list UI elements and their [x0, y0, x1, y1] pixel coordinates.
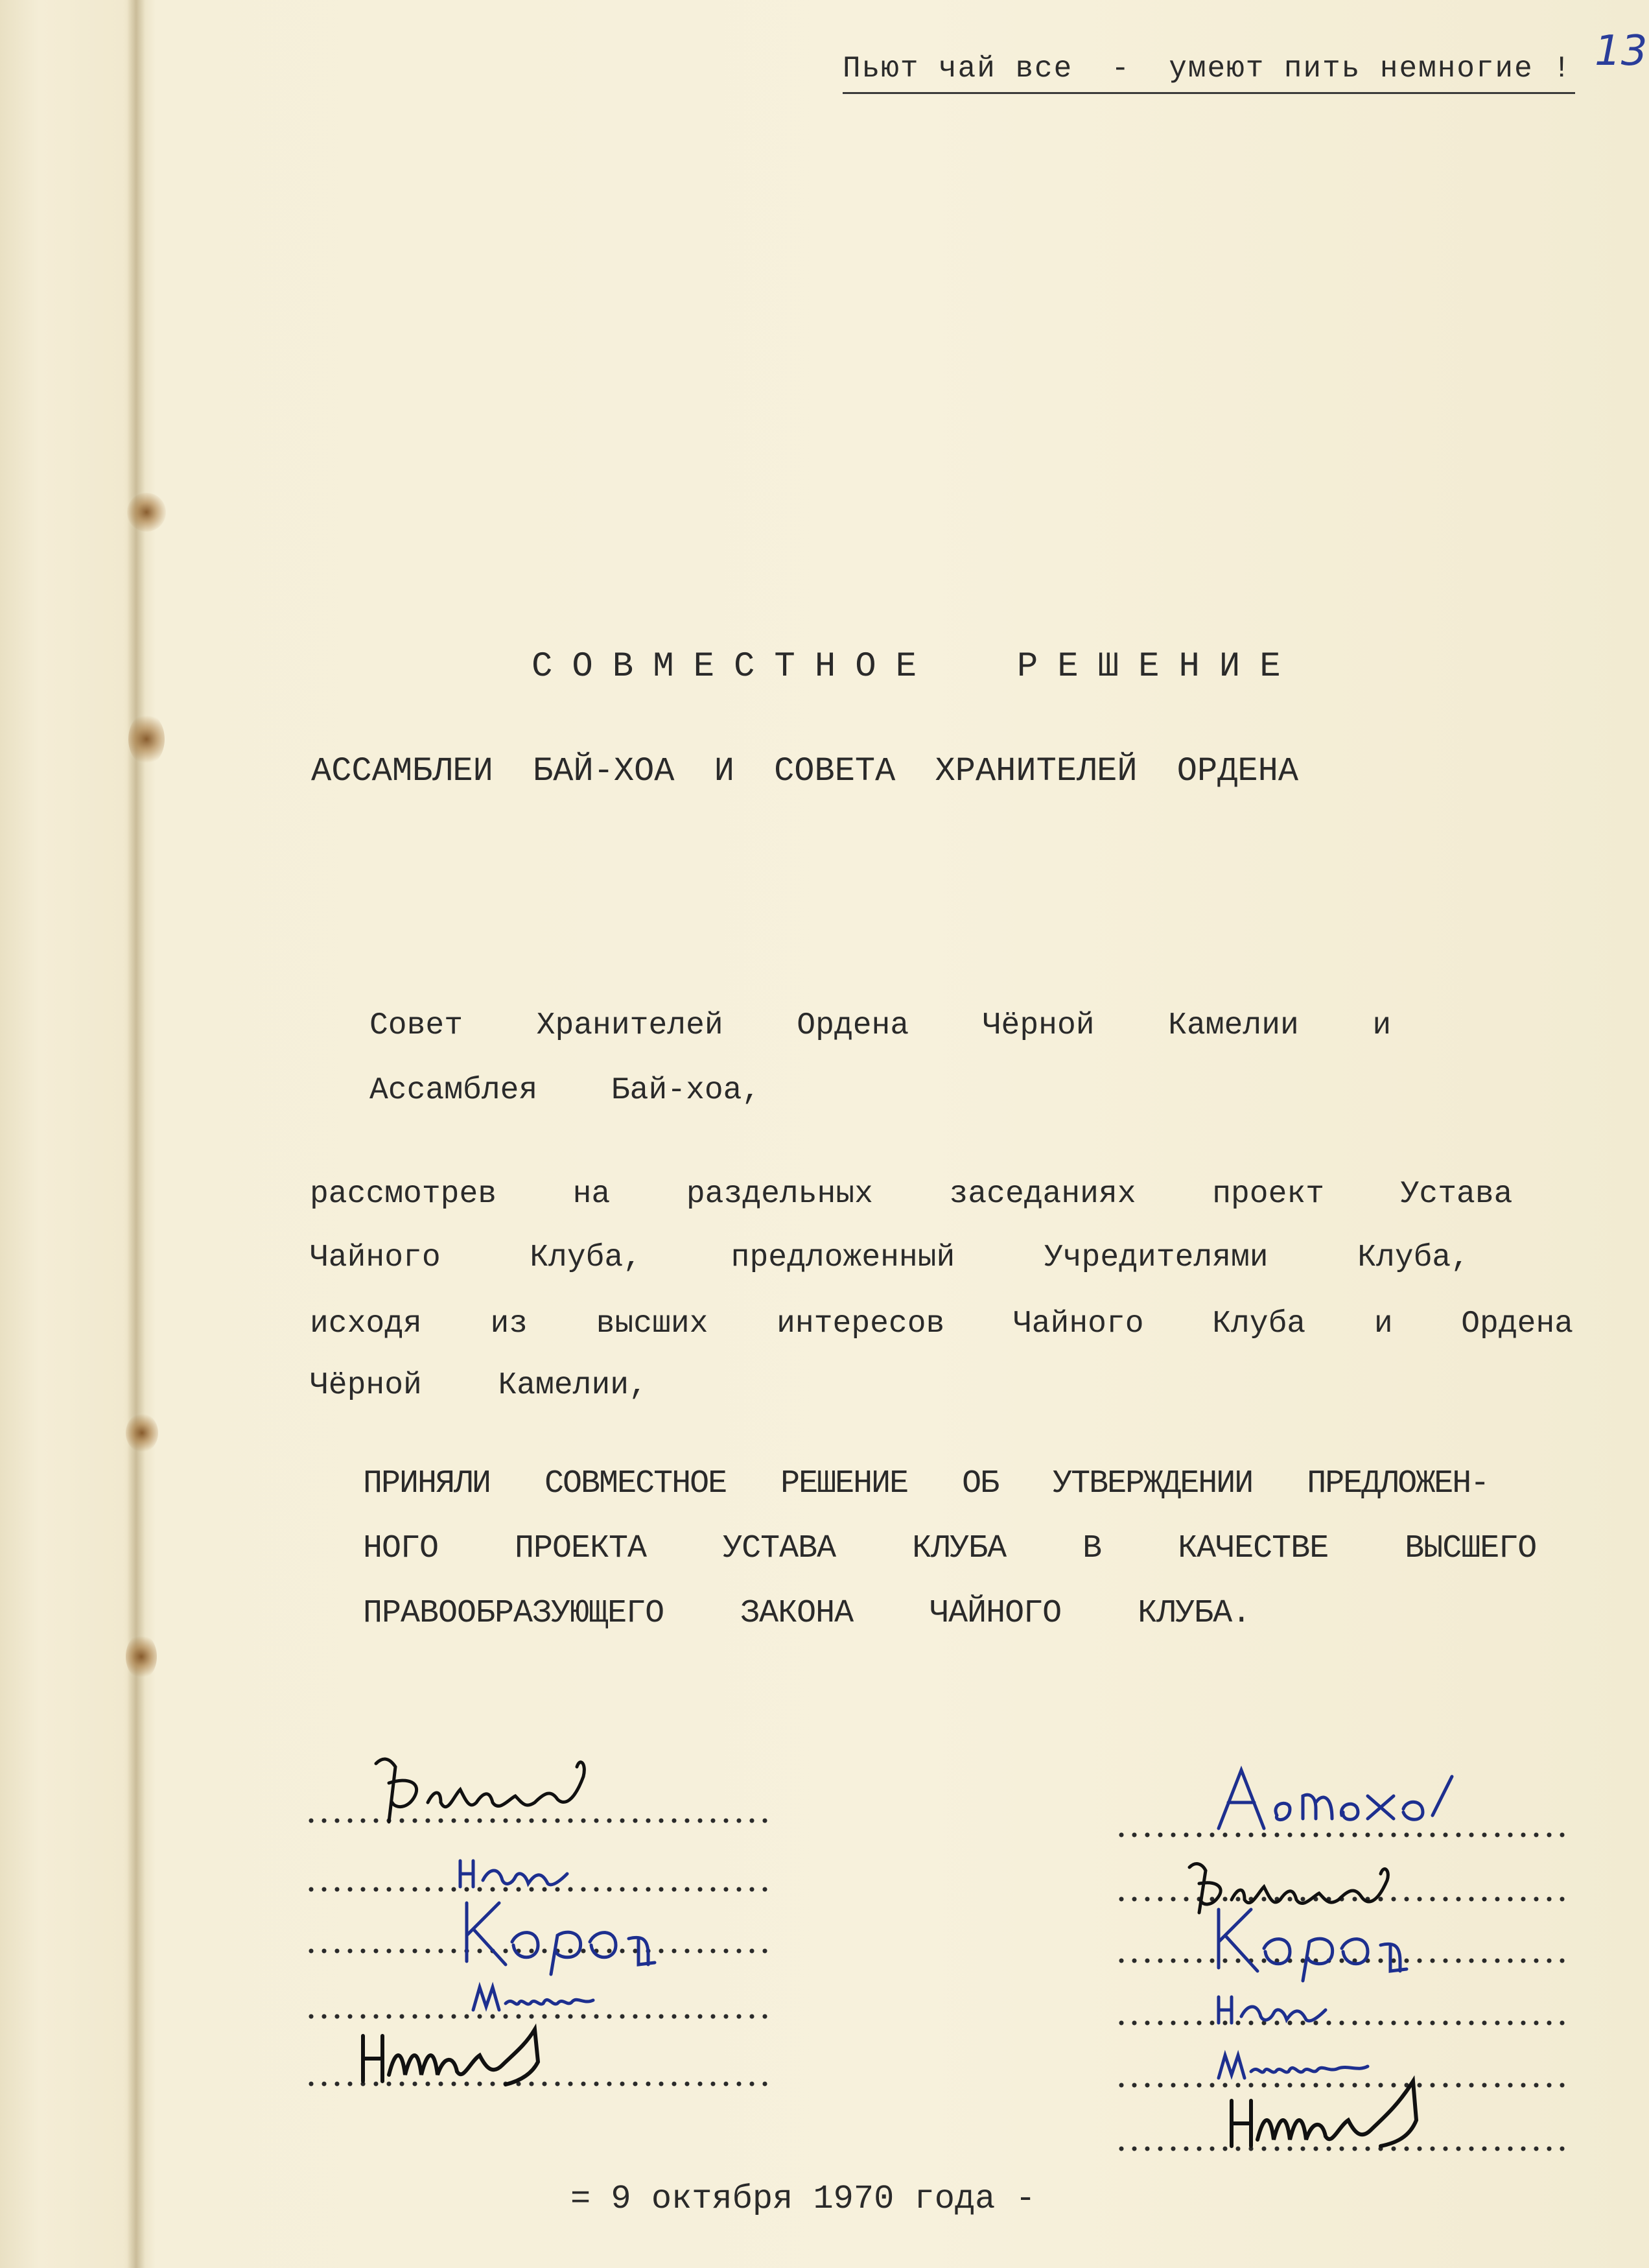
motto: Пьют чай все - умеют пить немногие ! — [843, 52, 1572, 86]
rust-stain — [128, 713, 165, 765]
paragraph2-line: Чайного Клуба, предложенный Учредителями Клуба, — [310, 1240, 1470, 1275]
document-date: = 9 октября 1970 года - — [570, 2180, 1036, 2218]
page-number: 13 — [1595, 27, 1648, 75]
paragraph2-line: рассмотрев на раздельных заседаниях проект Устава — [310, 1177, 1513, 1212]
signature-right-nikiforov — [1219, 2062, 1452, 2159]
paragraph2-line: исходя из высших интересов Чайного Клуба и Ордена — [310, 1306, 1574, 1341]
signature-right-shoan — [1212, 1984, 1342, 2036]
paragraph3-line: ПРИНЯЛИ СОВМЕСТНОЕ РЕШЕНИЕ ОБ УТВЕРЖДЕНИИ ПРЕДЛОЖЕН- — [363, 1465, 1489, 1502]
signature-line-right — [1115, 2020, 1569, 2026]
signature-left-burzokov — [363, 1738, 609, 1835]
binding-shadow — [127, 0, 145, 2268]
paragraph1-line: Ассамблея Бай-хоа, — [369, 1073, 761, 1108]
signature-left-korog — [454, 1890, 668, 1981]
rust-stain — [127, 493, 166, 532]
rust-stain — [126, 1634, 157, 1679]
motto-underline — [843, 92, 1575, 94]
signature-right-asmakhov — [1206, 1757, 1465, 1835]
paragraph3-line: ПРАВООБРАЗУЮЩЕГО ЗАКОНА ЧАЙНОГО КЛУБА. — [363, 1595, 1251, 1632]
document-title: СОВМЕСТНОЕ РЕШЕНИЕ — [532, 647, 1300, 687]
signature-left-nikiforov — [350, 2010, 557, 2101]
paragraph2-line: Чёрной Камелии, — [310, 1368, 648, 1403]
rust-stain — [126, 1413, 158, 1452]
paragraph1-line: Совет Хранителей Ордена Чёрной Камелии и — [369, 1008, 1392, 1043]
signature-right-korog — [1206, 1896, 1420, 1987]
paragraph3-line: НОГО ПРОЕКТА УСТАВА КЛУБА В КАЧЕСТВЕ ВЫСШЕГО — [363, 1530, 1537, 1567]
document-subtitle: АССАМБЛЕИ БАЙ-ХОА И СОВЕТА ХРАНИТЕЛЕЙ ОРДЕНА — [311, 752, 1299, 790]
